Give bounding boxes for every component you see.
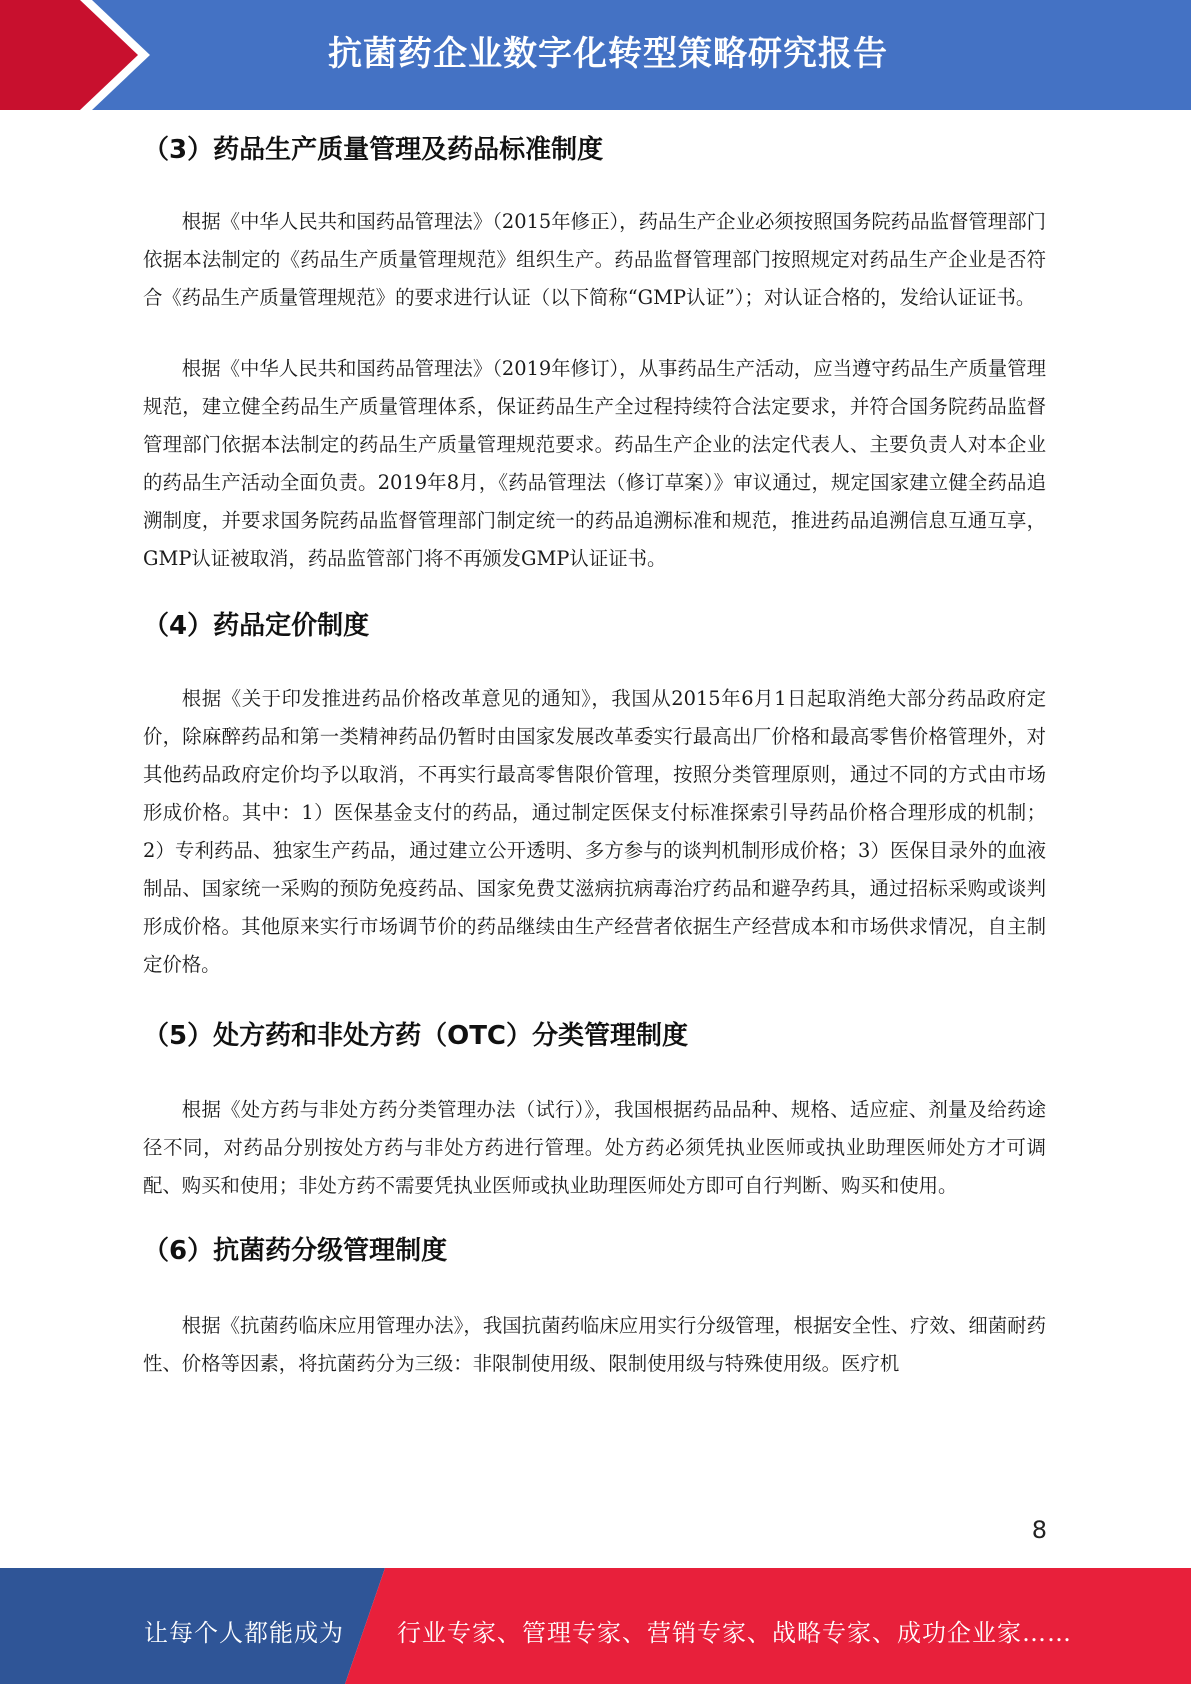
- footer-slogan-left: 让每个人都能成为: [144, 1619, 344, 1647]
- page-header: [0, 0, 1191, 110]
- section-heading-3: （3）药品生产质量管理及药品标准制度: [143, 135, 604, 165]
- report-title: 抗菌药企业数字化转型策略研究报告: [328, 34, 888, 74]
- section-heading-6: （6）抗菌药分级管理制度: [143, 1236, 448, 1266]
- footer-slogan-right: 行业专家、管理专家、营销专家、战略专家、成功企业家……: [397, 1619, 1072, 1647]
- section-4-paragraph-1: 根据《关于印发推进药品价格改革意见的通知》，我国从2015年6月1日起取消绝大部分药品政府定价，除麻醉药品和第一类精神药品仍暂时由国家发展改革委实行最高出厂价格和最高零售价格管理外，对其他药品政府定价均予以取消，不再实行最高零售限价管理，按照分类管理原则，通过不同的方式由市场形成价格。其中：1）医保基金支付的药品，通过制定医保支付标准探索引导药品价格合理形成的机制；2）专利药品、独家生产药品，通过建立公开透明、多方参与的谈判机制形成价格；3）医保目录外的血液制品、国家统一采购的预防免疫药品、国家免费艾滋病抗病毒治疗药品和避孕药具，通过招标采购或谈判形成价格。其他原来实行市场调节价的药品继续由生产经营者依据生产经营成本和市场供求情况，自主制定价格。: [143, 687, 1046, 976]
- page-footer: [0, 1568, 1191, 1684]
- section-5-paragraph-1: 根据《处方药与非处方药分类管理办法（试行）》，我国根据药品品种、规格、适应症、剂量及给药途径不同，对药品分别按处方药与非处方药进行管理。处方药必须凭执业医师或执业助理医师处方才可调配、购买和使用；非处方药不需要凭执业医师或执业助理医师处方即可自行判断、购买和使用。: [143, 1098, 1046, 1197]
- page-number: 8: [1031, 1516, 1047, 1544]
- section-heading-5: （5）处方药和非处方药（OTC）分类管理制度: [143, 1021, 689, 1051]
- section-3-paragraph-2: 根据《中华人民共和国药品管理法》（2019年修订），从事药品生产活动，应当遵守药品生产质量管理规范，建立健全药品生产质量管理体系，保证药品生产全过程持续符合法定要求，并符合国务院药品监督管理部门依据本法制定的药品生产质量管理规范要求。药品生产企业的法定代表人、主要负责人对本企业的药品生产活动全面负责。2019年8月，《药品管理法（修订草案）》审议通过，规定国家建立健全药品追溯制度，并要求国务院药品监督管理部门制定统一的药品追溯标准和规范，推进药品追溯信息互通互享，GMP认证被取消，药品监管部门将不再颁发GMP认证证书。: [143, 357, 1046, 570]
- section-heading-4: （4）药品定价制度: [143, 611, 370, 641]
- section-3-paragraph-1: 根据《中华人民共和国药品管理法》（2015年修正），药品生产企业必须按照国务院药品监督管理部门依据本法制定的《药品生产质量管理规范》组织生产。药品监督管理部门按照规定对药品生产企业是否符合《药品生产质量管理规范》的要求进行认证（以下简称“GMP认证”）；对认证合格的，发给认证证书。: [143, 210, 1046, 309]
- document-body: [143, 128, 1046, 1383]
- section-6-paragraph-1: 根据《抗菌药临床应用管理办法》，我国抗菌药临床应用实行分级管理，根据安全性、疗效、细菌耐药性、价格等因素，将抗菌药分为三级：非限制使用级、限制使用级与特殊使用级。医疗机: [143, 1314, 1046, 1375]
